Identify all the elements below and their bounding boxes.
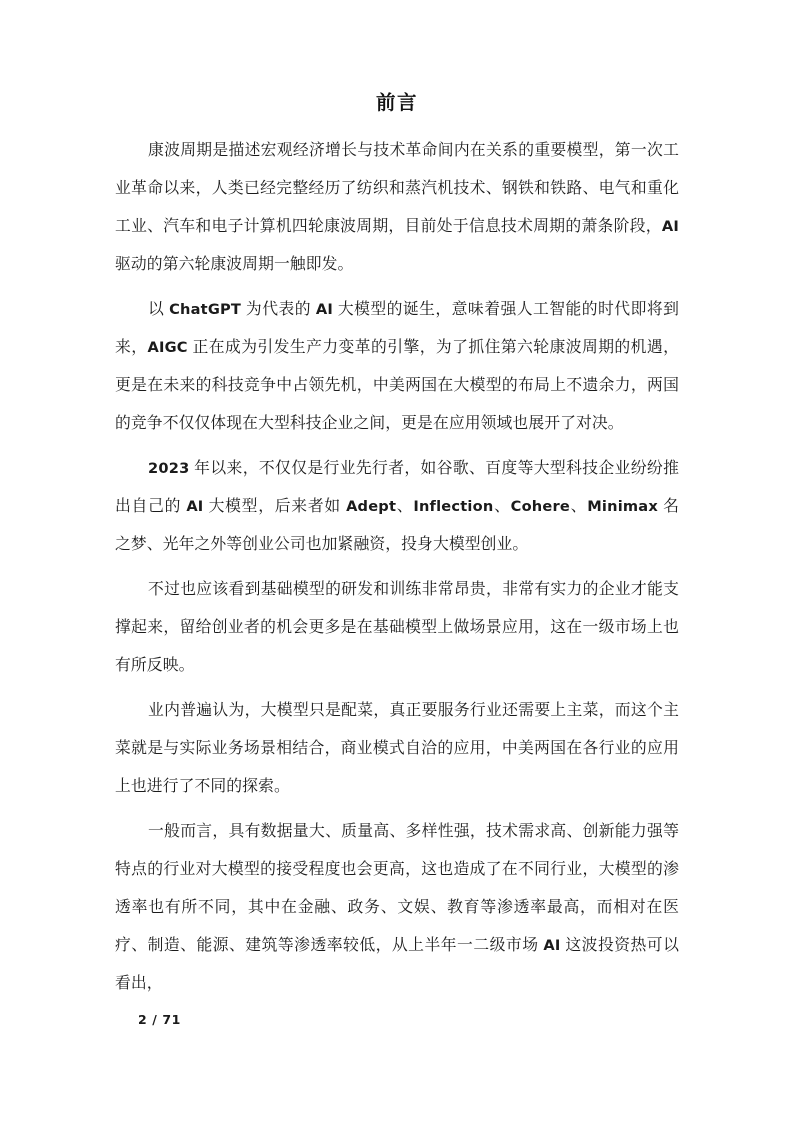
text-run: 这波投资热可以看出， [115, 937, 679, 992]
text-run: 大模型的诞生，意味着强人工智能的时代即将到来， [115, 301, 679, 356]
body-text-container [115, 132, 679, 1003]
latin-run: Minimax [587, 498, 658, 515]
text-run: 、 [396, 498, 414, 515]
text-run: 业内普遍认为，大模型只是配菜，真正要服务行业还需要上主菜，而这个主菜就是与实际业务场景相结合，商业模式自洽的应用，中美两国在各行业的应用上也进行了不同的探索。 [115, 702, 679, 795]
text-run: 大模型，后来者如 [203, 498, 347, 515]
text-run: 名之梦、光年之外等创业公司也加紧融资，投身大模型创业。 [115, 498, 680, 553]
paragraph [115, 450, 679, 564]
text-run: 、 [569, 498, 588, 515]
text-run: 、 [493, 498, 511, 515]
latin-run: 2023 [148, 460, 190, 477]
paragraph [115, 571, 679, 685]
latin-run: AI [315, 301, 333, 318]
text-run: 年以来，不仅仅是行业先行者，如谷歌、百度等大型科技企业纷纷推出自己的 [115, 460, 679, 515]
text-run: 康波周期是描述宏观经济增长与技术革命间内在关系的重要模型，第一次工业革命以来，人类已经完整经历了纺织和蒸汽机技术、钢铁和铁路、电气和重化工业、汽车和电子计算机四轮康波周期，目前处于信息技术周期的萧条阶段， [115, 142, 679, 235]
latin-run: AIGC [147, 339, 188, 356]
page-title: 前言 [375, 92, 418, 114]
paragraph [115, 813, 679, 1003]
text-run: 不过也应该看到基础模型的研发和训练非常昂贵，非常有实力的企业才能支撑起来，留给创业者的机会更多是在基础模型上做场景应用，这在一级市场上也有所反映。 [115, 581, 679, 674]
text-run: 为代表的 [241, 301, 316, 318]
latin-run: ChatGPT [169, 301, 242, 318]
paragraph [115, 291, 679, 443]
latin-run: AI [661, 218, 679, 235]
text-run: 以 [148, 301, 170, 318]
latin-run: AI [186, 498, 204, 515]
latin-run: Adept [346, 498, 397, 515]
text-run: 一般而言，具有数据量大、质量高、多样性强，技术需求高、创新能力强等特点的行业对大模型的接受程度也会更高，这也造成了在不同行业，大模型的渗透率也有所不同，其中在金融、政务、文娱、教育等渗透率最高，而相对在医疗、制造、能源、建筑等渗透率较低，从上半年一二级市场 [115, 823, 679, 954]
latin-run: Inflection [413, 498, 494, 515]
page-footer-number: 2 / 71 [138, 1012, 181, 1027]
latin-run: AI [543, 937, 561, 954]
paragraph [115, 132, 679, 284]
page-content [115, 88, 679, 1003]
latin-run: Cohere [510, 498, 570, 515]
paragraph [115, 692, 679, 806]
text-run: 驱动的第六轮康波周期一触即发。 [115, 256, 354, 273]
text-run: 正在成为引发生产力变革的引擎，为了抓住第六轮康波周期的机遇，更是在未来的科技竞争中占领先机，中美两国在大模型的布局上不遗余力，两国的竞争不仅仅体现在大型科技企业之间，更是在应用领域也展开了对决。 [115, 339, 680, 432]
